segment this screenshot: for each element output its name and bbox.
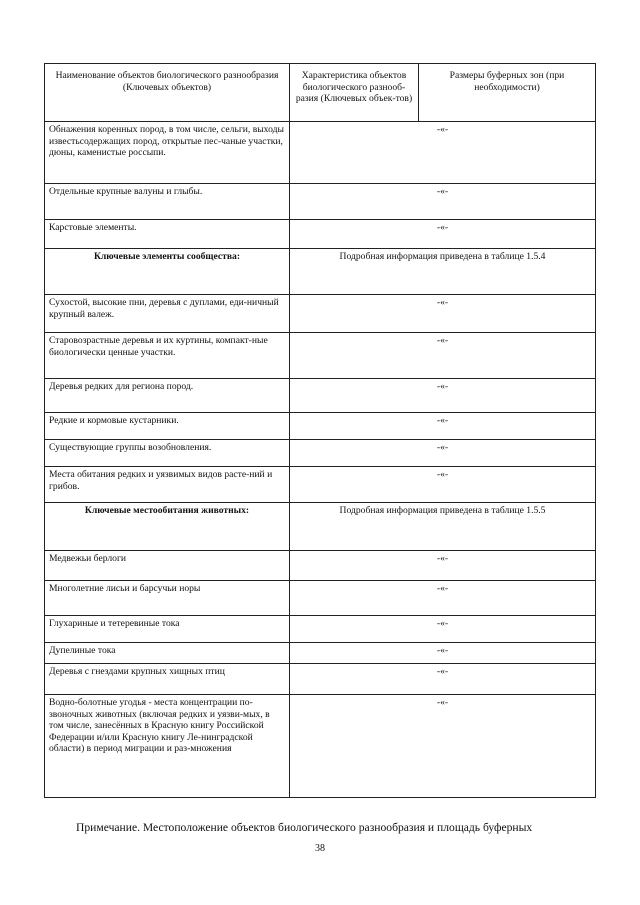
object-name: Редкие и кормовые кустарники. [45, 413, 290, 440]
table-row [45, 333, 596, 379]
table-row [45, 379, 596, 413]
object-name: Обнажения коренных пород, в том числе, сельги, выходы известьсодержащих пород, открытые пес-чаные участки, дюны, каменистые россыпи. [45, 122, 290, 184]
ditto-mark: -«- [290, 695, 596, 798]
section-title: Ключевые элементы сообщества: [45, 249, 290, 295]
table-row [45, 467, 596, 503]
biodiversity-objects-table [44, 63, 596, 798]
ditto-mark: -«- [290, 295, 596, 333]
header-objects: Наименование объектов биологического разнообразия (Ключевых объектов) [45, 64, 290, 122]
object-name: Старовозрастные деревья и их куртины, компакт-ные биологически ценные участки. [45, 333, 290, 379]
object-name: Карстовые элементы. [45, 220, 290, 249]
note-text: Примечание. Местоположение объектов биологического разнообразия и площадь буферных [76, 821, 533, 834]
table-header-row [45, 64, 596, 122]
table-row [45, 295, 596, 333]
ditto-mark: -«- [290, 122, 596, 184]
ditto-mark: -«- [290, 379, 596, 413]
ditto-mark: -«- [290, 551, 596, 581]
object-name: Отдельные крупные валуны и глыбы. [45, 184, 290, 220]
ditto-mark: -«- [290, 440, 596, 467]
object-name: Существующие группы возобновления. [45, 440, 290, 467]
ditto-mark: -«- [290, 220, 596, 249]
ditto-mark: -«- [290, 664, 596, 695]
page-number: 38 [315, 843, 325, 854]
object-name: Водно-болотные угодья - места концентрации по-звоночных животных (включая редких и уязви-мых, в том числе, занесённых в Красную книгу Российской Федерации и/или Красную книгу Ле-нинградской области) в период миграции и раз-множения [45, 695, 290, 798]
object-name: Деревья редких для региона пород. [45, 379, 290, 413]
table-row [45, 581, 596, 616]
table-row [45, 413, 596, 440]
section-reference: Подробная информация приведена в таблице 1.5.4 [290, 249, 596, 295]
section-reference: Подробная информация приведена в таблице 1.5.5 [290, 503, 596, 551]
object-name: Медвежьи берлоги [45, 551, 290, 581]
table-body [45, 122, 596, 798]
ditto-mark: -«- [290, 184, 596, 220]
table-row [45, 616, 596, 643]
header-buffer-sizes: Размеры буферных зон (при необходимости) [419, 64, 596, 122]
table-row [45, 643, 596, 664]
ditto-mark: -«- [290, 333, 596, 379]
object-name: Деревья с гнездами крупных хищных птиц [45, 664, 290, 695]
table-row [45, 122, 596, 184]
ditto-mark: -«- [290, 467, 596, 503]
table-section-row [45, 249, 596, 295]
object-name: Сухостой, высокие пни, деревья с дуплами, еди-ничный крупный валеж. [45, 295, 290, 333]
table-section-row [45, 503, 596, 551]
ditto-mark: -«- [290, 581, 596, 616]
section-title: Ключевые местообитания животных: [45, 503, 290, 551]
object-name: Места обитания редких и уязвимых видов расте-ний и грибов. [45, 467, 290, 503]
ditto-mark: -«- [290, 616, 596, 643]
ditto-mark: -«- [290, 413, 596, 440]
table-row [45, 220, 596, 249]
table-row [45, 184, 596, 220]
table-row [45, 440, 596, 467]
table-row [45, 551, 596, 581]
object-name: Глухариные и тетеревиные тока [45, 616, 290, 643]
object-name: Многолетние лисьи и барсучьи норы [45, 581, 290, 616]
table-row [45, 695, 596, 798]
table-row [45, 664, 596, 695]
ditto-mark: -«- [290, 643, 596, 664]
header-characteristics: Характеристика объектов биологического разнооб-разия (Ключевых объек-тов) [290, 64, 419, 122]
object-name: Дупелиные тока [45, 643, 290, 664]
